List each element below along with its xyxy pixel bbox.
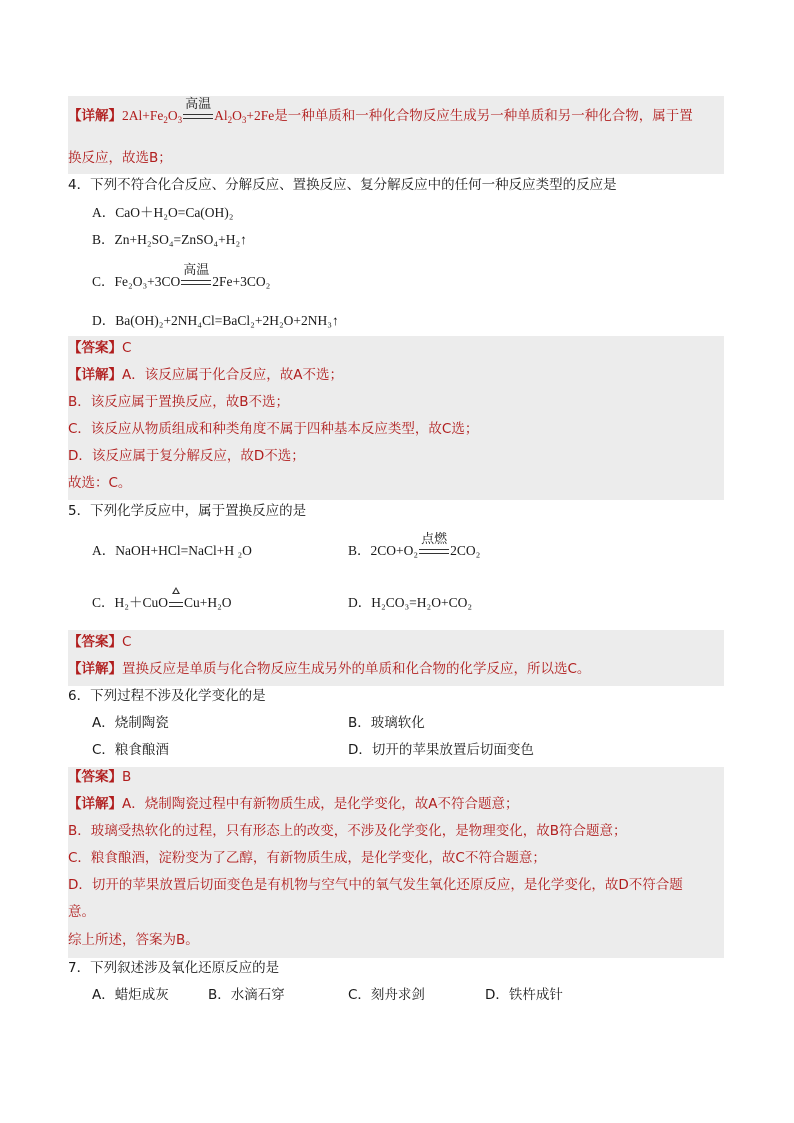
q6-option-a: A．烧制陶瓷: [92, 715, 169, 731]
q4-option-b: B．Zn+H₂SO₄=ZnSO₄+H₂↑: [92, 232, 247, 247]
q4-answer-band: [68, 336, 724, 500]
heat-triangle-icon: [169, 593, 183, 613]
q7-option-c: C．刻舟求剑: [348, 987, 425, 1003]
q4-detail-5: 故选：C。: [68, 475, 132, 491]
q5-option-d: D．H₂CO₃=H₂O+CO₂: [348, 595, 473, 610]
q6-detail-2: B．玻璃受热软化的过程，只有形态上的改变，不涉及化学变化，是物理变化，故B符合题意；: [68, 823, 627, 839]
q6-detail-4a: D．切开的苹果放置后切面变色是有机物与空气中的氧气发生氧化还原反应，是化学变化，故D不符合题: [68, 877, 683, 893]
q4-option-c: C．Fe₂O₃+3CO 高温 2Fe+3CO₂: [92, 272, 270, 292]
q4-detail-2: B．该反应属于置换反应，故B不选；: [68, 394, 290, 410]
q5-answer: 【答案】C: [68, 634, 132, 650]
q6-option-b: B．玻璃软化: [348, 715, 425, 731]
q6-option-c: C．粮食酿酒: [92, 742, 169, 758]
q7-option-a: A．蜡炬成灰: [92, 987, 169, 1003]
detail-tag: 【详解】: [68, 108, 122, 124]
q6-stem: 6．下列过程不涉及化学变化的是: [68, 688, 266, 704]
q4-stem: 4．下列不符合化合反应、分解反应、置换反应、复分解反应中的任何一种反应类型的反应是: [68, 177, 617, 193]
q3-equation: $2Al+Fe_2O_3$ 高温 $Al_2O_3+2Fe$: [122, 96, 275, 125]
q4-detail-3: C．该反应从物质组成和种类角度不属于四种基本反应类型，故C选；: [68, 421, 479, 437]
q7-option-d: D．铁杵成针: [485, 987, 563, 1003]
q6-detail-3: C．粮食酿酒，淀粉变为了乙醇，有新物质生成，是化学变化，故C不符合题意；: [68, 850, 546, 866]
q4-option-d: D．Ba(OH)₂+2NH₄Cl=BaCl₂+2H₂O+2NH₃↑: [92, 313, 339, 328]
q6-detail-5: 综上所述，答案为B。: [68, 932, 199, 948]
q4-detail-4: D．该反应属于复分解反应，故D不选；: [68, 448, 305, 464]
q3-detail-line2: 换反应，故选B；: [68, 150, 172, 166]
q5-option-b: B．2CO+O₂ 点燃 2CO₂: [348, 541, 480, 561]
q5-option-a: A．NaOH+HCl=NaCl+H ₂O: [92, 543, 252, 558]
q6-detail-1: 【详解】A．烧制陶瓷过程中有新物质生成，是化学变化，故A不符合题意；: [68, 796, 519, 812]
reaction-condition-high-temp: 高温: [183, 106, 213, 126]
q5-stem: 5．下列化学反应中，属于置换反应的是: [68, 503, 307, 519]
q5-option-c: C．H₂＋CuO Cu+H₂O: [92, 593, 232, 613]
reaction-condition-ignite: 点燃: [419, 541, 449, 561]
q6-option-d: D．切开的苹果放置后切面变色: [348, 742, 534, 758]
reaction-condition-high-temp: 高温: [181, 272, 211, 292]
q3-detail-text: 是一种单质和一种化合物反应生成另一种单质和另一种化合物，属于置: [274, 108, 693, 124]
q4-answer: 【答案】C: [68, 340, 132, 356]
q7-option-b: B．水滴石穿: [208, 987, 285, 1003]
q4-detail-1: 【详解】A．该反应属于化合反应，故A不选；: [68, 367, 343, 383]
q3-detail-line1: [68, 96, 693, 126]
q7-stem: 7．下列叙述涉及氧化还原反应的是: [68, 960, 280, 976]
q4-option-a: A．CaO＋H₂O=Ca(OH)₂: [92, 205, 234, 220]
q6-answer: 【答案】B: [68, 769, 132, 785]
q5-detail: 【详解】置换反应是单质与化合物反应生成另外的单质和化合物的化学反应，所以选C。: [68, 661, 591, 677]
q6-detail-4b: 意。: [68, 904, 95, 920]
